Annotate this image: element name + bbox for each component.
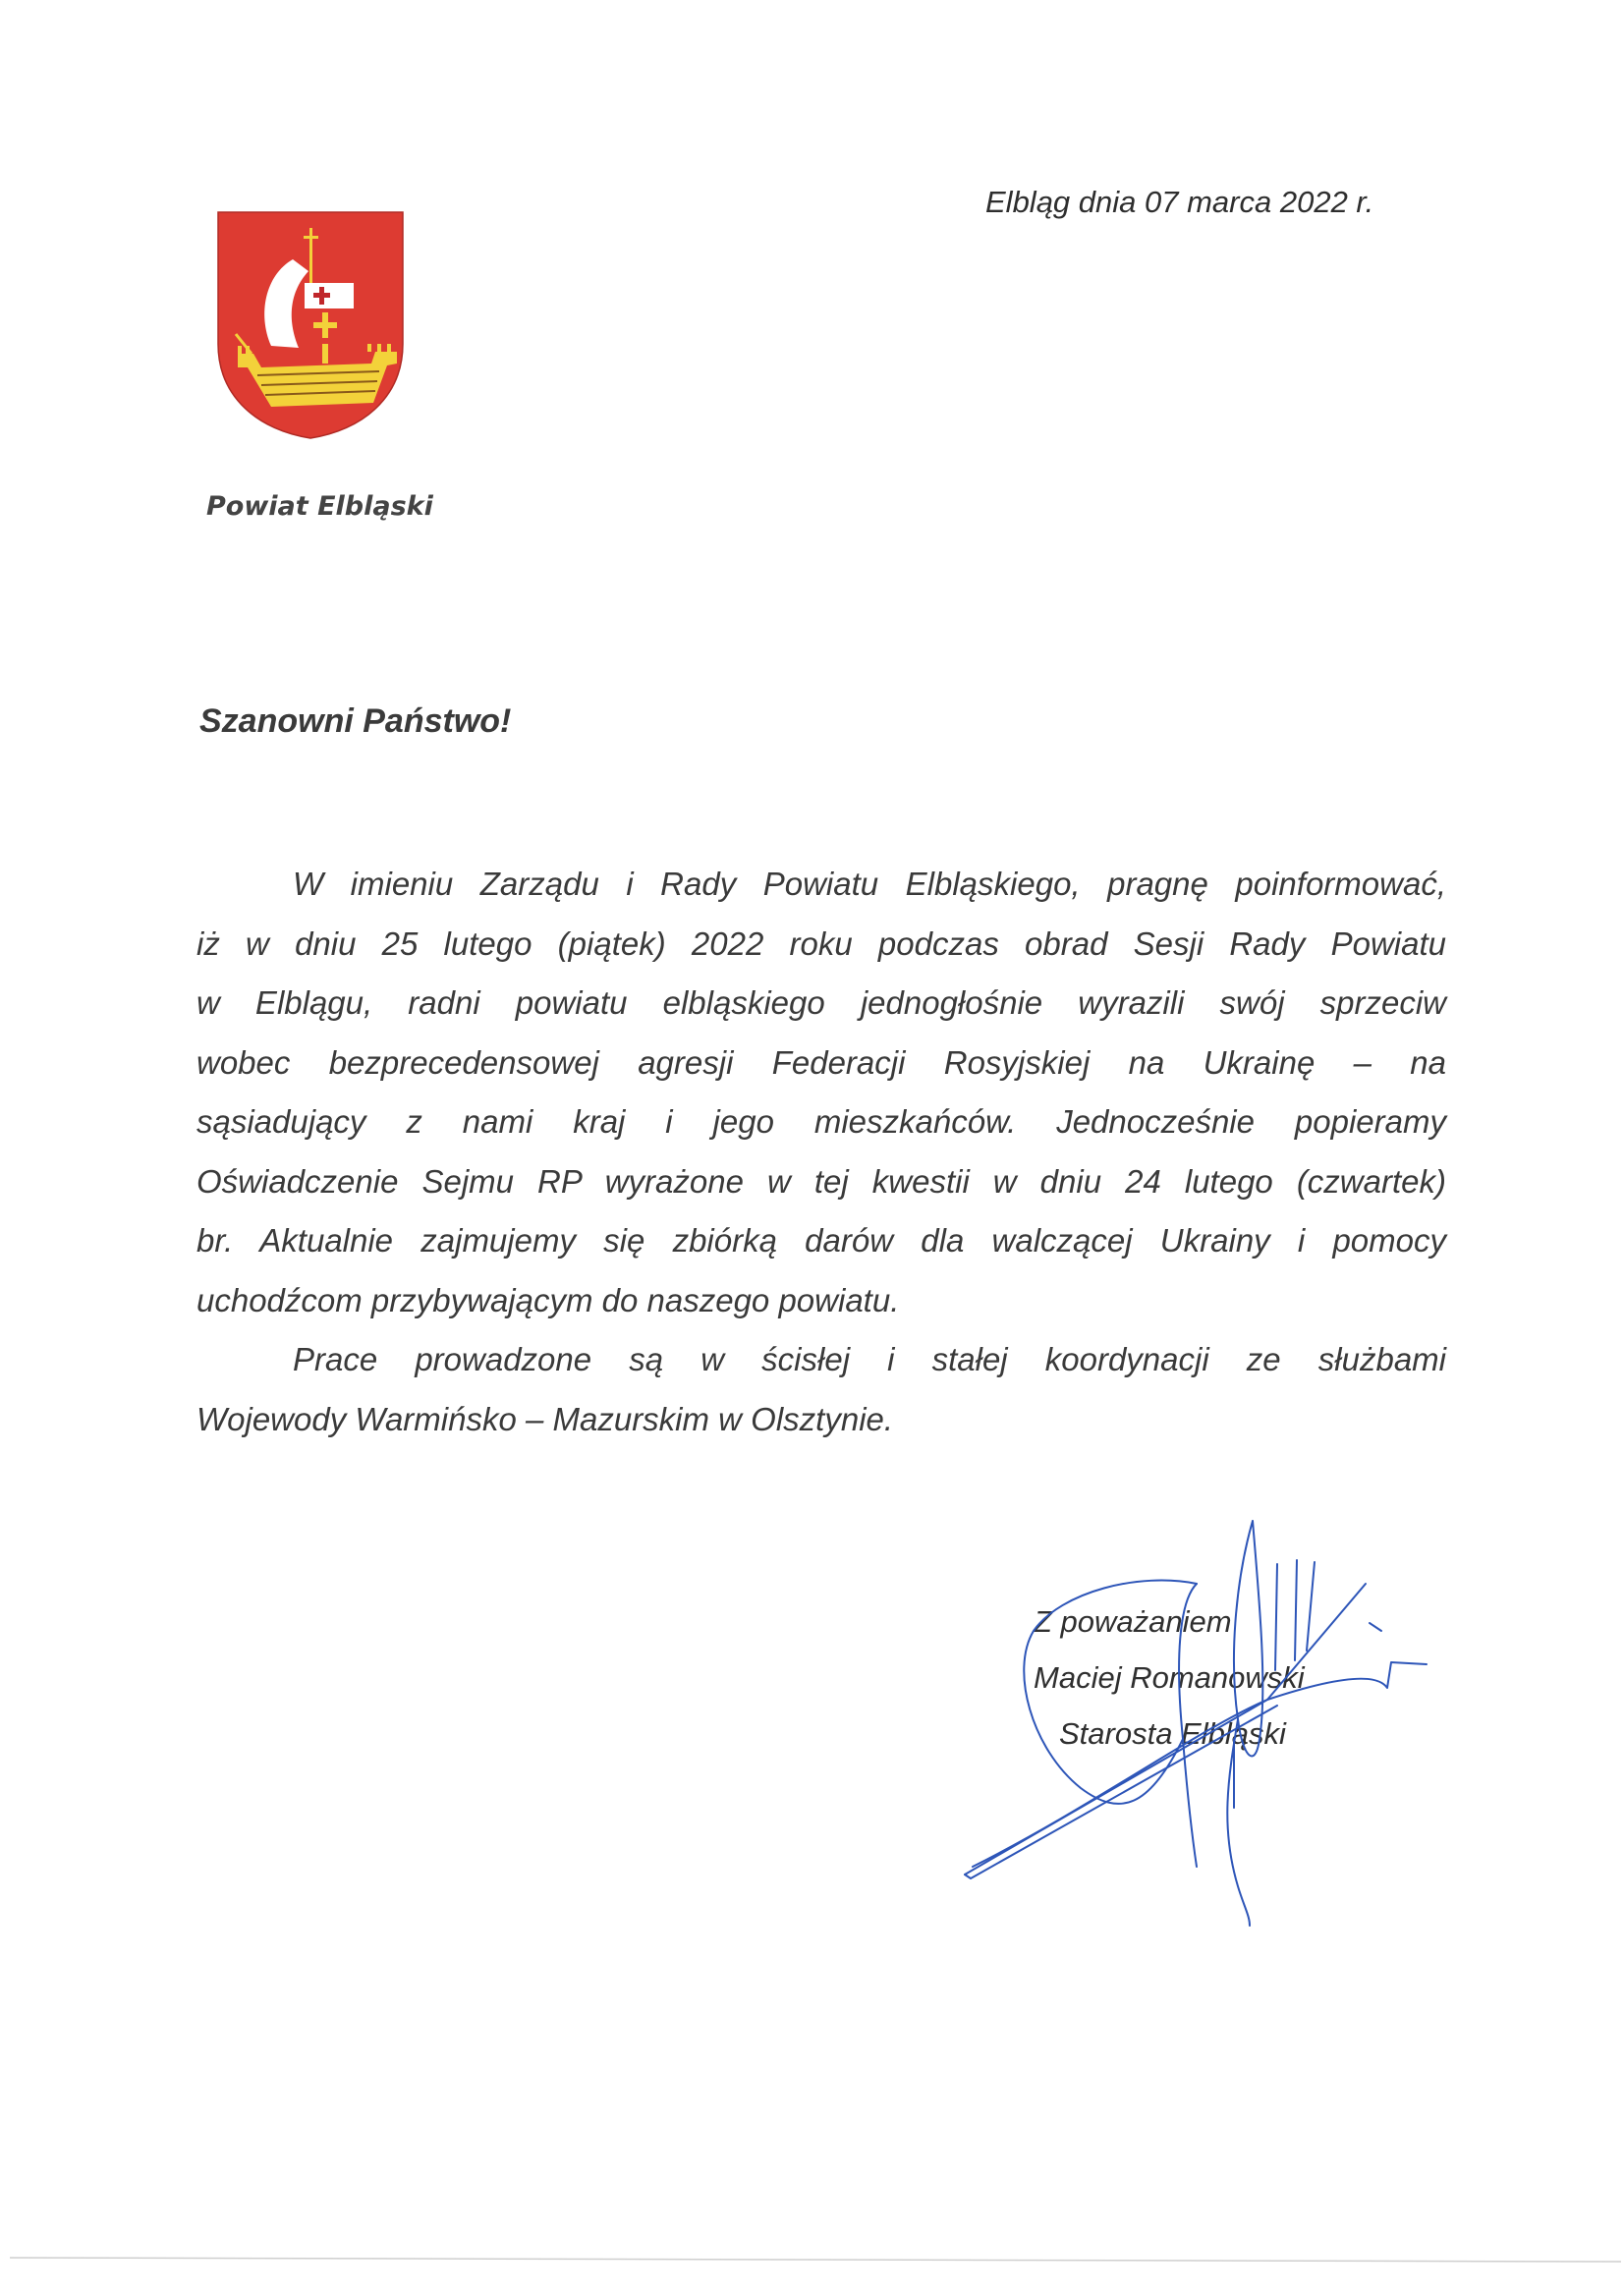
body-line: wobec bezprecedensowej agresji Federacji Rosyjskiej na Ukrainę – na — [196, 1043, 1446, 1081]
letter-body — [196, 855, 1446, 1449]
body-line: Prace prowadzone są w ścisłej i stałej koordynacji ze służbami — [293, 1341, 1446, 1377]
body-line: sąsiadujący z nami kraj i jego mieszkańców. Jednocześnie popieramy — [196, 1103, 1446, 1140]
closing-block — [1034, 1594, 1305, 1762]
body-line: Oświadczenie Sejmu RP wyrażone w tej kwestii w dniu 24 lutego (czwartek) — [196, 1162, 1446, 1200]
paragraph-2 — [196, 1330, 1446, 1449]
body-line: iż w dniu 25 lutego (piątek) 2022 roku podczas obrad Sesji Rady Powiatu — [196, 924, 1446, 962]
body-line: uchodźcom przybywającym do naszego powiatu. — [196, 1281, 900, 1318]
body-line: W imieniu Zarządu i Rady Powiatu Elbląskiego, pragnę poinformować, — [293, 866, 1446, 902]
signatory-name: Maciej Romanowski — [1034, 1660, 1305, 1695]
signature-stroke — [1370, 1623, 1381, 1631]
letter-greeting: Szanowni Państwo! — [199, 702, 512, 740]
scan-edge-line — [0, 2256, 1624, 2264]
letter-date: Elbląg dnia 07 marca 2022 r. — [985, 185, 1374, 219]
signatory-title: Starosta Elbląski — [1059, 1716, 1286, 1751]
body-line: Wojewody Warmińsko – Mazurskim w Olsztynie. — [196, 1400, 894, 1437]
organization-name: Powiat Elbląski — [206, 491, 433, 522]
coat-of-arms-icon — [214, 206, 407, 442]
closing-salutation: Z poważaniem — [1034, 1604, 1232, 1639]
paragraph-1 — [196, 855, 1446, 1330]
body-line: w Elblągu, radni powiatu elbląskiego jednogłośnie wyrazili swój sprzeciw — [196, 984, 1446, 1021]
body-line: br. Aktualnie zajmujemy się zbiórką darów dla walczącej Ukrainy i pomocy — [196, 1222, 1446, 1259]
